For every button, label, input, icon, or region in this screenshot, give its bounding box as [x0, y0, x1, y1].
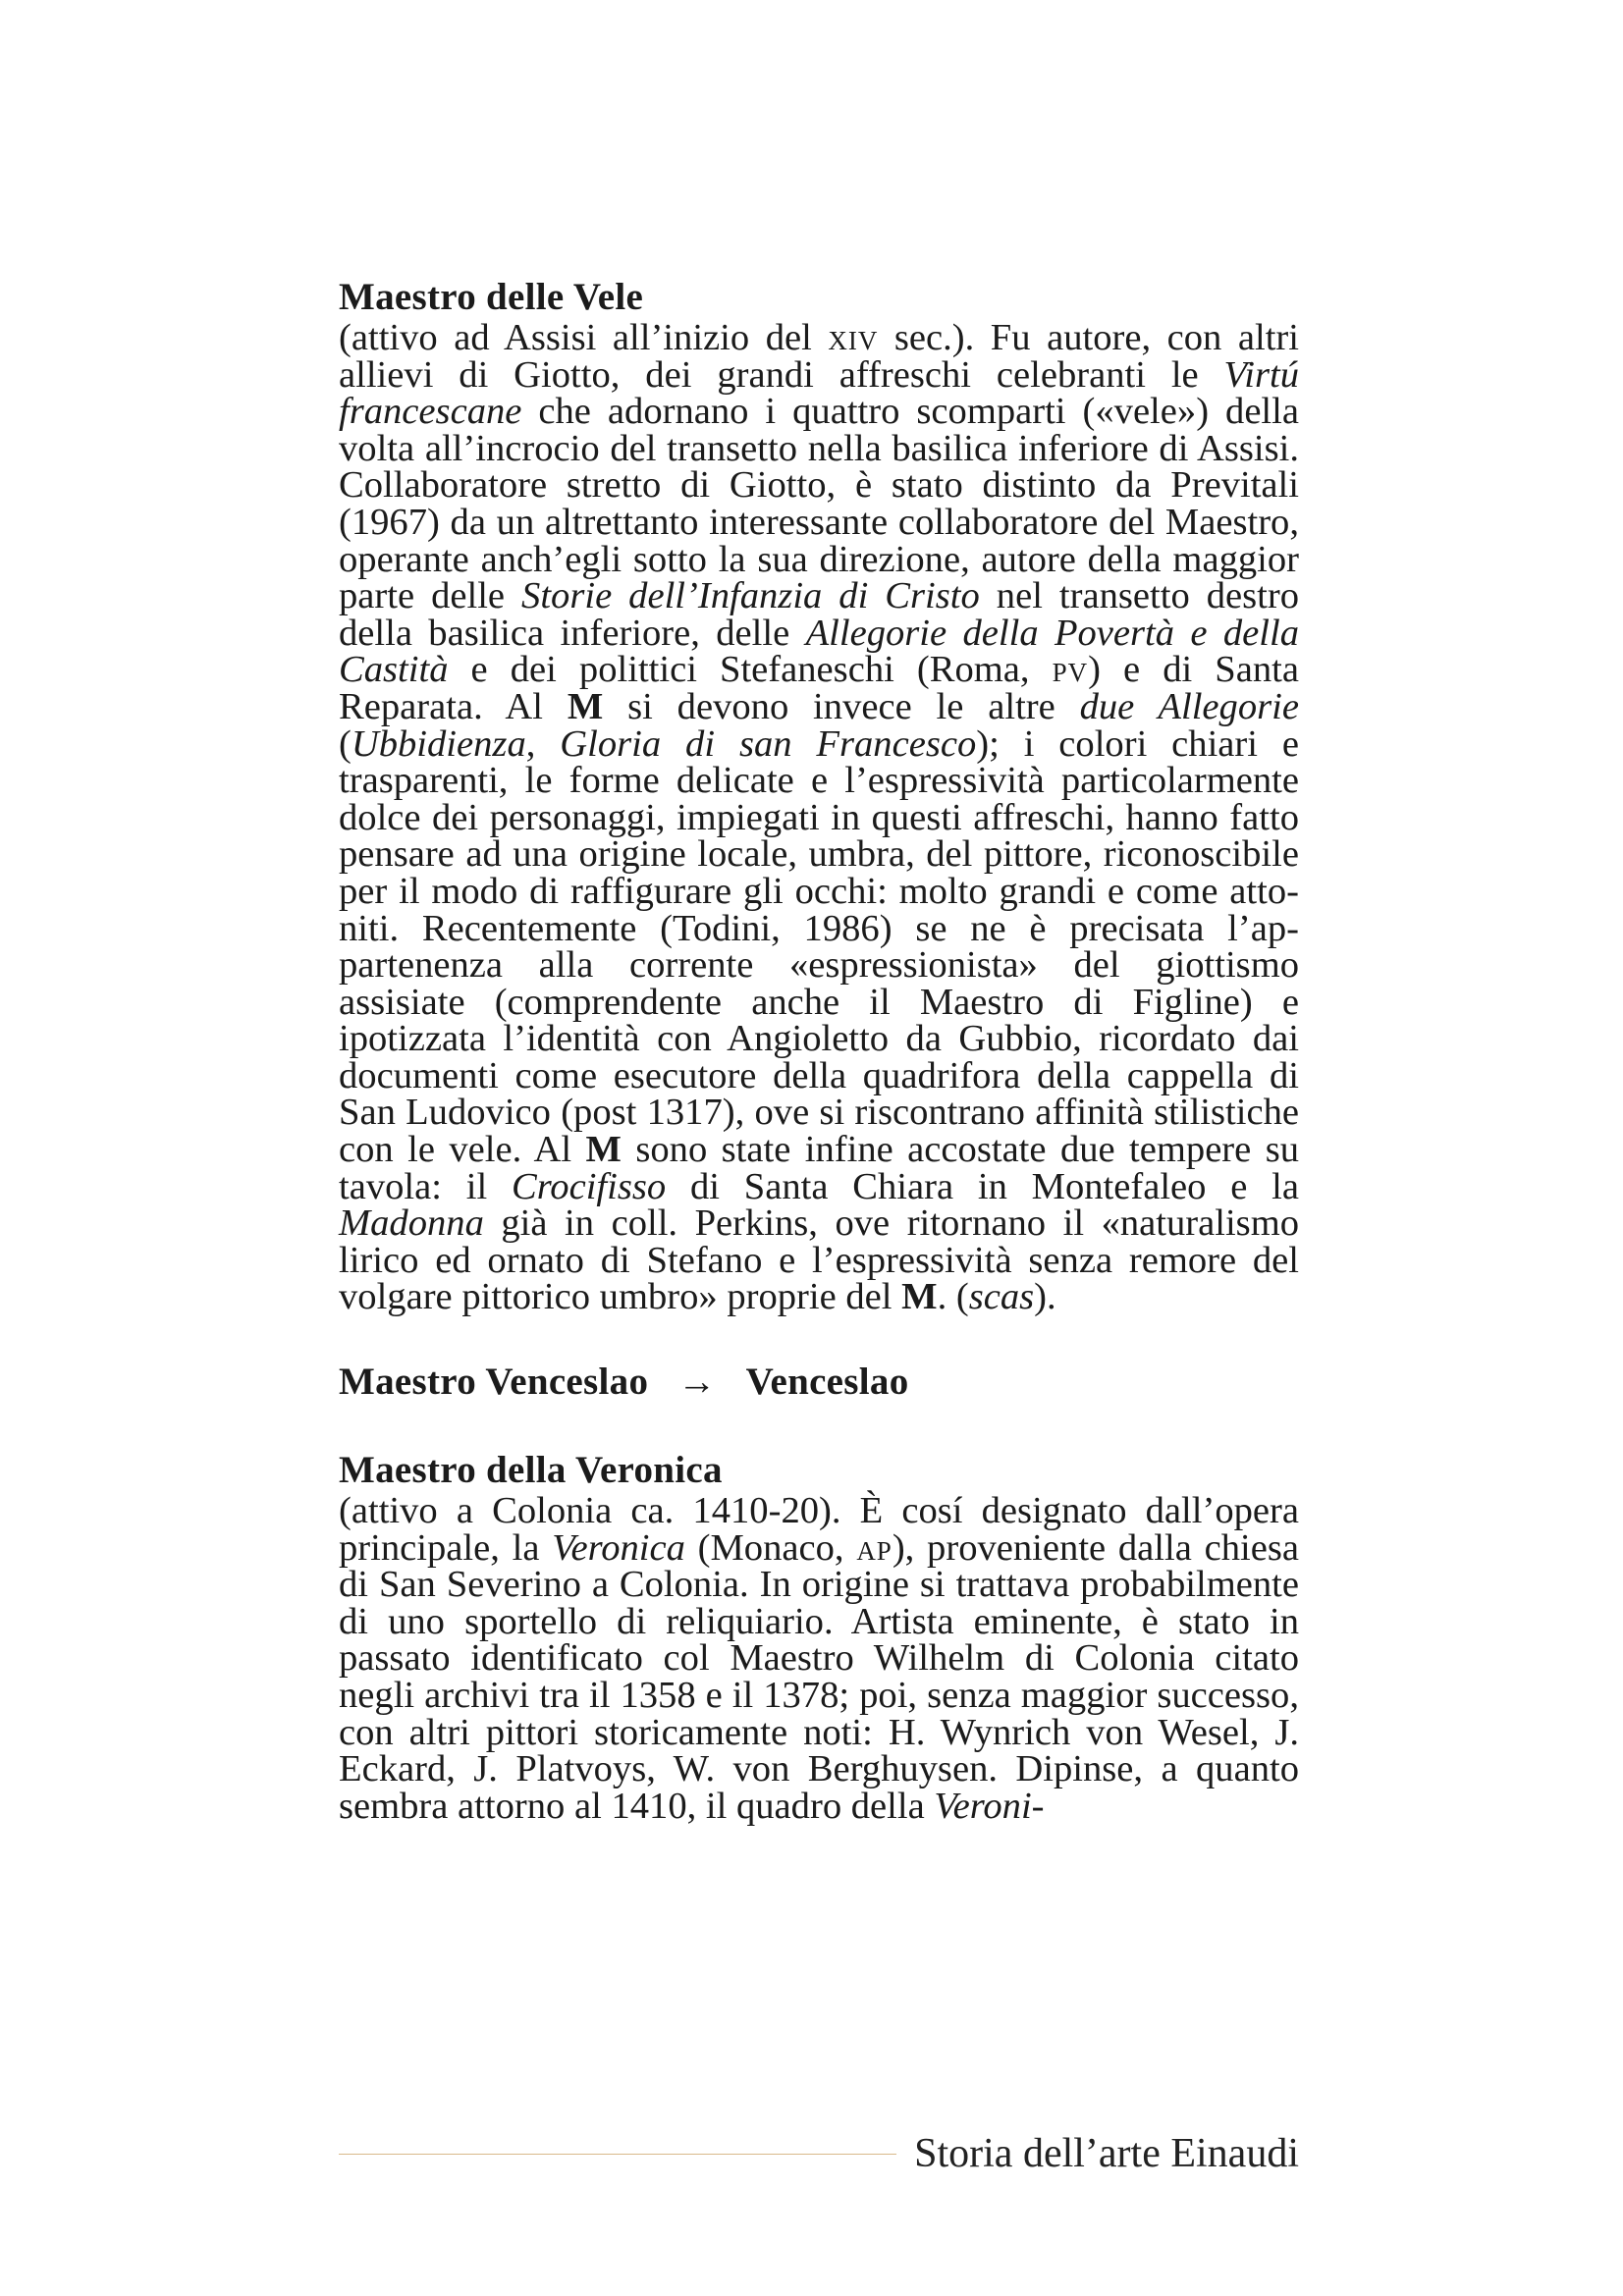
italic-run: Allegorie della Povertà e della Castità	[339, 612, 1300, 691]
smallcaps-run: xiv	[828, 317, 879, 358]
text-run: e dei polittici Stefaneschi (Roma,	[448, 649, 1053, 691]
text-run: ).	[1034, 1276, 1056, 1318]
italic-run: Veronica	[552, 1526, 685, 1569]
text-run: di Santa Chiara in Montefaleo e la	[666, 1165, 1299, 1207]
text-run: (	[339, 722, 352, 765]
footer-rule	[339, 2154, 896, 2155]
italic-run: Veroni-	[934, 1785, 1045, 1827]
text-run: che adornano i quattro scomparti («vele») della volta all’incrocio del transetto nella basilica inferiore di Assisi. Collaboratore stretto di Giotto, è stato distinto da Previtali (1967) da un altrettanto interessante collaboratore del Maestro, operante anch’egli sotto la sua direzione, autore della maggior parte delle	[339, 391, 1299, 617]
page-content	[339, 275, 1299, 1825]
italic-run: scas	[968, 1276, 1035, 1318]
italic-run: due Allegorie	[1079, 685, 1299, 727]
footer	[339, 2130, 1299, 2177]
cross-reference[interactable]	[339, 1360, 909, 1405]
smallcaps-run: ap	[856, 1526, 893, 1569]
text-run: ), proveniente dalla chiesa di San Severino a Colonia. In origine si trattava probabilmente di uno sportello di reliquiario. Artista eminente, è stato in passato identificato col Maestro Wilhelm di Colonia citato negli archivi tra il 1358 e il 1378; poi, senza maggior successo, con altri pittori storicamente noti: H. Wynrich von Wesel, J. Eckard, J. Platvoys, W. von Berghuysen. Dipinse, a quanto sembra attorno al 1410, il quadro della	[339, 1526, 1299, 1827]
text-run: sec.). Fu autore, con altri allievi di Giotto, dei grandi affreschi celebranti le	[339, 317, 1299, 396]
text-run: sono state infine accostate due tempere su tavola: il	[339, 1129, 1299, 1207]
text-run: (attivo a Colonia ca. 1410-20). È cosí designato dall’opera principale, la	[339, 1490, 1299, 1569]
text-run: (Monaco,	[684, 1526, 857, 1569]
arrow-right-icon: →	[677, 1361, 717, 1404]
bold-run: M	[567, 685, 604, 727]
text-run: nel transetto destro della basilica inferiore, delle	[339, 575, 1299, 654]
bold-run: M	[901, 1276, 938, 1318]
smallcaps-run: pv	[1052, 649, 1089, 691]
entry-maestro-venceslao	[339, 1360, 1299, 1405]
text-run: già in coll. Perkins, ove ritornano il «naturalismo lirico ed ornato di Stefano e l’espressività senza remore del volgare pittorico umbro» proprie del	[339, 1202, 1299, 1318]
cross-reference-target[interactable]: Venceslao	[745, 1361, 909, 1404]
entry-maestro-della-veronica	[339, 1448, 1299, 1825]
text-run: . (	[937, 1276, 969, 1318]
italic-run: Gloria di san Francesco	[560, 722, 977, 765]
bold-run: M	[585, 1129, 622, 1171]
text-run: ) e di Santa Reparata. Al	[339, 649, 1300, 727]
entry-title: Maestro della Veronica	[339, 1449, 723, 1492]
italic-run: Virtú francescane	[339, 353, 1299, 433]
italic-run: Crocifisso	[511, 1165, 667, 1207]
entry-body	[339, 1490, 1299, 1827]
entry-body	[339, 317, 1300, 1318]
text-run: (attivo ad Assisi all’inizio del	[339, 317, 829, 358]
footer-publisher: Storia dell’arte Einaudi	[914, 2131, 1299, 2176]
entry-title: Maestro delle Vele	[339, 276, 644, 318]
entry-maestro-delle-vele	[339, 275, 1299, 1316]
text-run: si devono invece le altre	[603, 685, 1080, 727]
text-run: ,	[525, 722, 561, 765]
text-run: ); i colori chiari e trasparenti, le forme delicate e l’espressività particolarmente dolce dei personaggi, impiegati in questi affreschi, hanno fatto pensare ad una origine locale, umbra, del pittore, riconoscibile per il modo di raffigurare gli occhi: molto grandi e come attoniti. Recentemente (Todini, 1986) se ne è precisata l’appartenenza alla corrente «espressionista» del giottismo assisiate (comprendente anche il Maestro di Figline) e ipotizzata l’identità con Angioletto da Gubbio, ricordato dai documenti come esecutore della quadrifora della cappella di San Ludovico (post 1317), ove si riscontrano affinità stilistiche con le vele. Al	[339, 722, 1299, 1171]
italic-run: Ubbidienza	[351, 722, 526, 765]
italic-run: Storie dell’Infanzia di Cristo	[521, 575, 980, 617]
entry-title: Maestro Venceslao	[339, 1361, 649, 1404]
italic-run: Madonna	[339, 1202, 484, 1245]
